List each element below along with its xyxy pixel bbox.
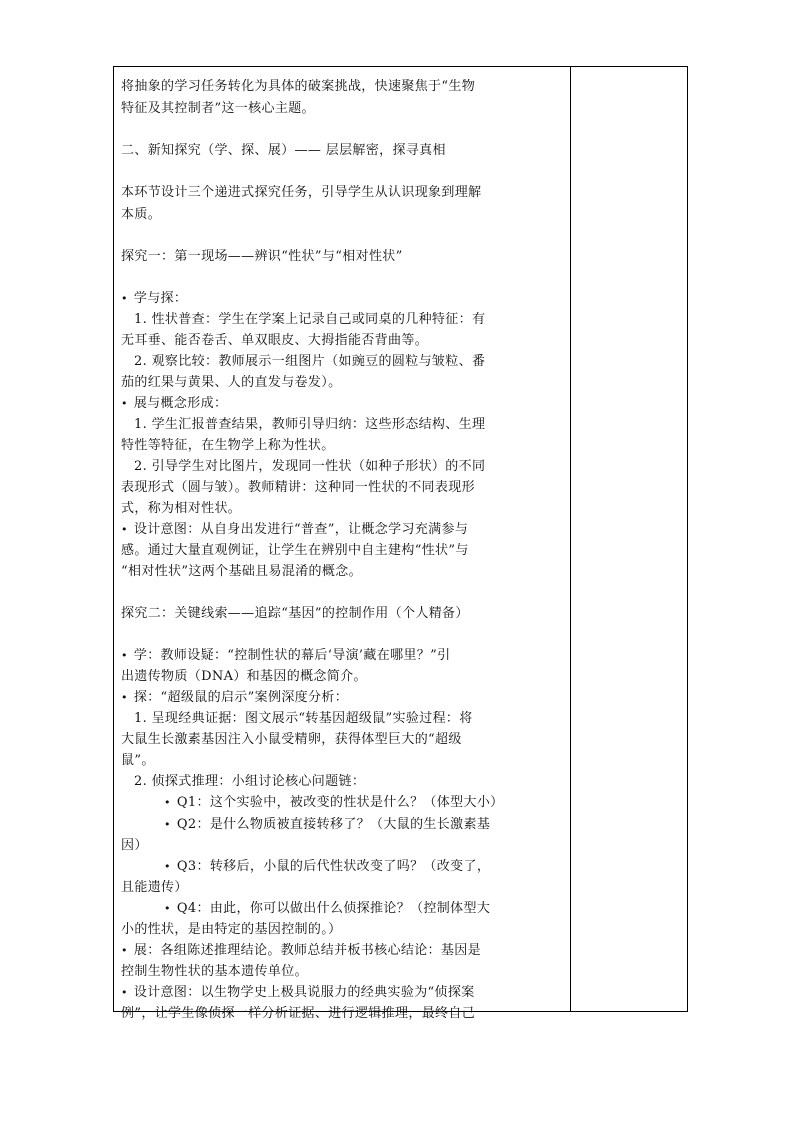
text-line: 且能遗传） [121,880,188,895]
text-line: 特征及其控制者”这一核心主题。 [121,101,315,116]
bullet-line [164,859,567,875]
bullet-line [121,985,567,1001]
bullet-text: 设计意图：以生物学史上极具说服力的经典实验为“侦探案 [133,985,475,1000]
bullet-text: 学：教师设疑：“控制性状的幕后‘导演’藏在哪里？”引 [133,648,451,663]
bullet-text: Q2：是什么物质被直接转移了？（大鼠的生长激素基 [176,817,491,832]
text-line: 大鼠生长激素基因注入小鼠受精卵，获得体型巨大的“超级 [121,732,462,747]
subsection-heading: 探究一：第一现场——辨识“性状”与“相对性状” [121,249,403,264]
bullet-line [164,817,567,833]
text-line: 控制生物性状的基本遗传单位。 [121,964,308,979]
subsection-heading: 探究二：关键线索——追踪“基因”的控制作用（个人精备） [121,606,469,621]
bullet-line [121,522,567,538]
text-line: 将抽象的学习任务转化为具体的破案挑战，快速聚焦于“生物 [121,79,476,94]
text-line: 鼠”。 [121,753,155,768]
text-line: 1. 呈现经典证据：图文展示“转基因超级鼠”实验过程：将 [134,711,473,726]
lesson-plan-table [113,66,688,1021]
bullet-line [121,690,567,706]
bullet-icon: • [164,860,171,873]
bullet-icon: • [121,944,128,957]
text-line: 小的性状，是由特定的基因控制的。） [121,922,342,937]
bullet-icon: • [164,902,171,915]
text-line: 本环节设计三个递进式探究任务，引导学生从认识现象到理解 [121,185,482,200]
text-line: 2. 观察比较：教师展示一组图片（如豌豆的圆粒与皱粒、番 [134,354,486,369]
bullet-line [121,943,567,959]
text-line: 表现形式（圆与皱）。教师精讲：这种同一性状的不同表现形 [121,480,475,495]
text-line: 式，称为相对性状。 [121,501,242,516]
bullet-icon: • [121,292,128,305]
text-line: 例”，让学生像侦探一样分析证据、进行逻辑推理，最终自己 [121,1006,476,1021]
section-heading: 二、新知探究（学、探、展）—— 层层解密，探寻真相 [121,143,446,158]
text-line: 无耳垂、能否卷舌、单双眼皮、大拇指能否背曲等。 [121,333,429,348]
text-line: 感。通过大量直观例证，让学生在辨别中自主建构“性状”与 [121,543,469,558]
bullet-text: 探：“超级鼠的启示”案例深度分析： [133,690,349,705]
bullet-line [164,795,567,811]
text-line: 2. 引导学生对比图片，发现同一性状（如种子形状）的不同 [134,459,486,474]
bullet-icon: • [121,691,128,704]
text-line: 因） [121,838,148,853]
bullet-text: 设计意图：从自身出发进行“普查”，让概念学习充满参与 [133,522,469,537]
bullet-text: Q3：转移后，小鼠的后代性状改变了吗？（改变了， [176,859,491,874]
bullet-text: Q4：由此，你可以做出什么侦探推论？（控制体型大 [176,901,491,916]
bullet-line [121,291,567,307]
bullet-icon: • [121,397,128,410]
text-line: 1. 学生汇报普查结果，教师引导归纳：这些形态结构、生理 [134,417,486,432]
bullet-icon: • [121,523,128,536]
text-line: 出遗传物质（DNA）和基因的概念简介。 [121,669,367,684]
bullet-line [121,396,567,412]
notes-column [571,67,687,1011]
bullet-text: 展与概念形成： [133,396,228,411]
text-line: 茄的红果与黄果、人的直发与卷发）。 [121,375,342,390]
text-line: 特性等特征，在生物学上称为性状。 [121,438,335,453]
bullet-text: 学与探： [133,291,188,306]
text-line: 1. 性状普查：学生在学案上记录自己或同桌的几种特征：有 [134,312,486,327]
bullet-text: 展：各组陈述推理结论。教师总结并板书核心结论：基因是 [133,943,481,958]
text-line: 本质。 [121,207,162,222]
text-line: 2. 侦探式推理：小组讨论核心问题链： [134,774,366,789]
bullet-line [121,648,567,664]
bullet-text: Q1：这个实验中，被改变的性状是什么？（体型大小） [176,795,504,810]
bullet-icon: • [164,796,171,809]
text-line: “相对性状”这两个基础且易混淆的概念。 [121,564,362,579]
bullet-icon: • [121,986,128,999]
bullet-line [164,901,567,917]
bullet-icon: • [121,649,128,662]
bullet-icon: • [164,818,171,831]
